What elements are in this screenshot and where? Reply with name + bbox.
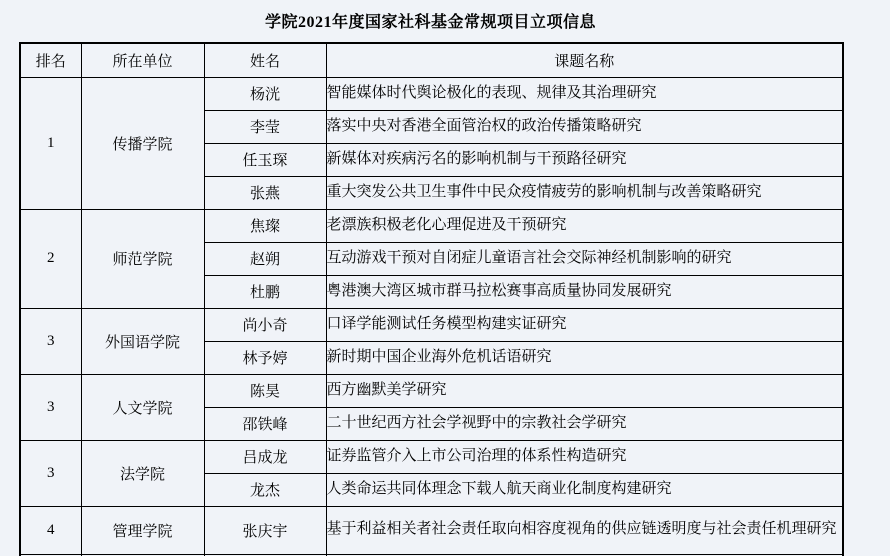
project-cell: 新媒体对疾病污名的影响机制与干预路径研究	[326, 143, 843, 176]
name-cell: 杨洸	[204, 77, 326, 110]
name-cell: 杜鹏	[204, 275, 326, 308]
project-cell: 西方幽默美学研究	[326, 374, 843, 407]
header-rank: 排名	[20, 43, 81, 77]
name-cell: 邵铁峰	[204, 407, 326, 440]
projects-table	[19, 42, 844, 556]
unit-cell: 人文学院	[81, 374, 204, 440]
name-cell: 龙杰	[204, 473, 326, 506]
rank-cell: 4	[20, 506, 81, 554]
name-cell: 陈昊	[204, 374, 326, 407]
table-row	[20, 506, 843, 554]
name-cell: 张燕	[204, 176, 326, 209]
name-cell: 尚小奇	[204, 308, 326, 341]
page-title: 学院2021年度国家社科基金常规项目立项信息	[264, 14, 596, 31]
name-cell: 任玉琛	[204, 143, 326, 176]
name-cell: 焦璨	[204, 209, 326, 242]
rank-cell: 1	[20, 77, 81, 209]
project-cell: 证券监管介入上市公司治理的体系性构造研究	[326, 440, 843, 473]
header-row	[20, 43, 843, 77]
project-cell: 重大突发公共卫生事件中民众疫情疲劳的影响机制与改善策略研究	[326, 176, 843, 209]
header-name: 姓名	[204, 43, 326, 77]
header-unit: 所在单位	[81, 43, 204, 77]
table-row	[20, 209, 843, 242]
project-cell: 基于利益相关者社会责任取向相容度视角的供应链透明度与社会责任机理研究	[326, 506, 843, 554]
project-cell: 老漂族积极老化心理促进及干预研究	[326, 209, 843, 242]
unit-cell: 师范学院	[81, 209, 204, 308]
name-cell: 李莹	[204, 110, 326, 143]
project-cell: 智能媒体时代舆论极化的表现、规律及其治理研究	[326, 77, 843, 110]
name-cell: 吕成龙	[204, 440, 326, 473]
rank-cell: 3	[20, 308, 81, 374]
project-cell: 互动游戏干预对自闭症儿童语言社会交际神经机制影响的研究	[326, 242, 843, 275]
unit-cell: 传播学院	[81, 77, 204, 209]
project-cell: 口译学能测试任务模型构建实证研究	[326, 308, 843, 341]
project-cell: 二十世纪西方社会学视野中的宗教社会学研究	[326, 407, 843, 440]
name-cell: 林予婷	[204, 341, 326, 374]
header-project: 课题名称	[326, 43, 843, 77]
name-cell: 张庆宇	[204, 506, 326, 554]
table-row	[20, 77, 843, 110]
project-cell: 粤港澳大湾区城市群马拉松赛事高质量协同发展研究	[326, 275, 843, 308]
project-cell: 落实中央对香港全面管治权的政治传播策略研究	[326, 110, 843, 143]
table-row	[20, 440, 843, 473]
unit-cell: 管理学院	[81, 506, 204, 554]
table-row	[20, 374, 843, 407]
unit-cell: 法学院	[81, 440, 204, 506]
project-cell: 人类命运共同体理念下载人航天商业化制度构建研究	[326, 473, 843, 506]
table-row	[20, 308, 843, 341]
project-cell: 新时期中国企业海外危机话语研究	[326, 341, 843, 374]
unit-cell: 外国语学院	[81, 308, 204, 374]
rank-cell: 3	[20, 440, 81, 506]
rank-cell: 3	[20, 374, 81, 440]
rank-cell: 2	[20, 209, 81, 308]
name-cell: 赵朔	[204, 242, 326, 275]
